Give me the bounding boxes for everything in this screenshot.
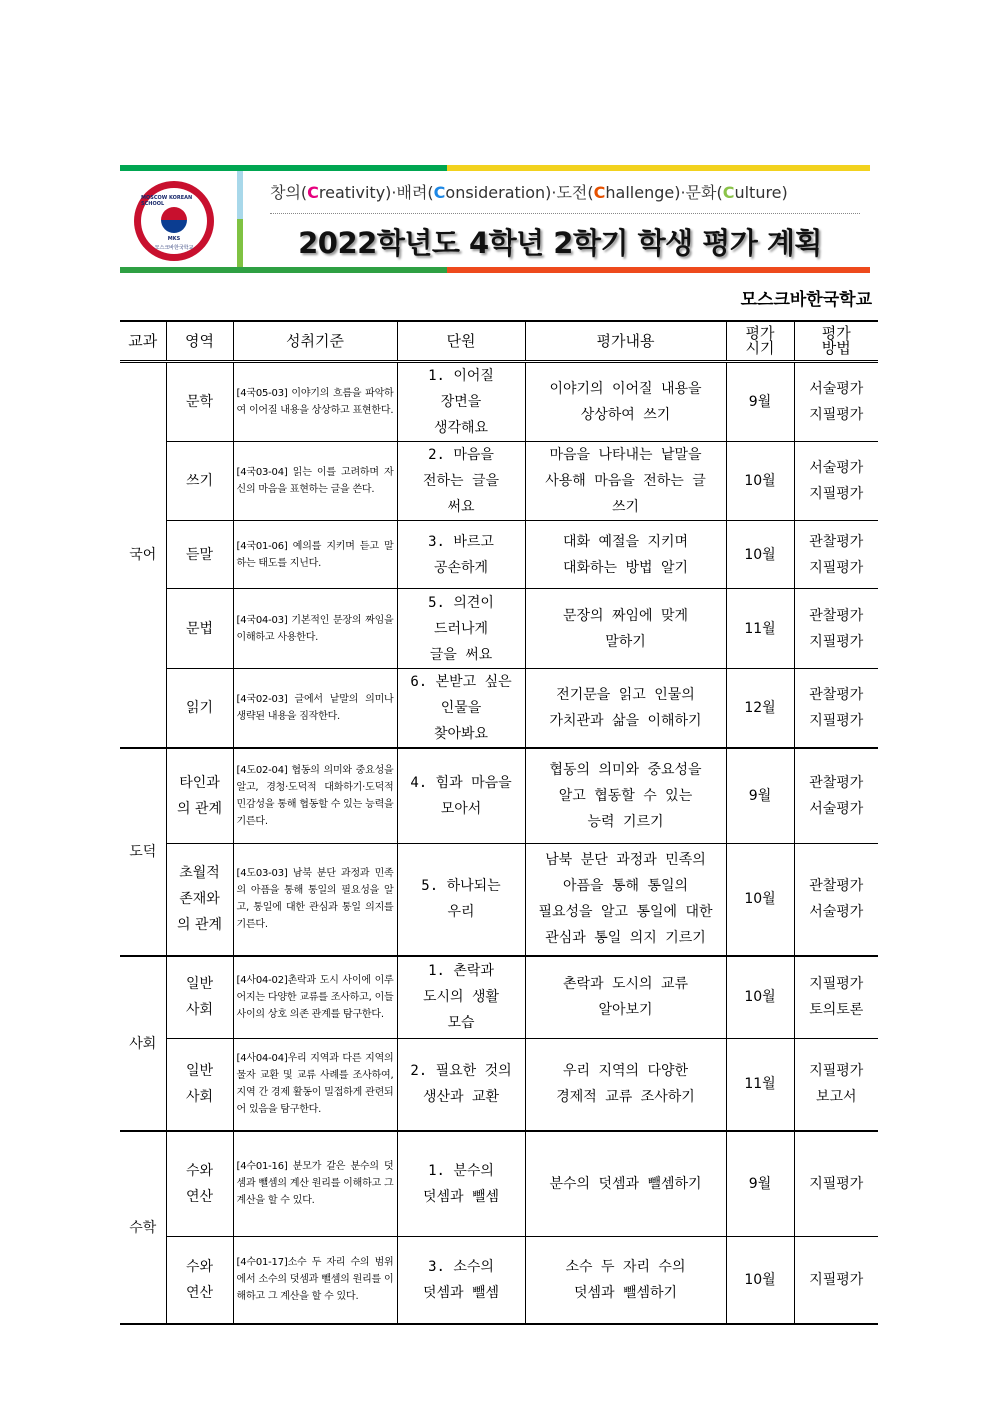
motto-part: ·배려( bbox=[391, 183, 434, 202]
area-cell: 타인과 의 관계 bbox=[166, 748, 233, 843]
time-cell: 9월 bbox=[726, 1131, 794, 1236]
standard-cell: [4사04-04]우리 지역과 다른 지역의 물자 교환 및 교류 사례를 조사하여, 지역 간 경제 활동이 밀접하게 관련되어 있음을 탐구한다. bbox=[233, 1038, 397, 1131]
school-name: 모스크바한국학교 bbox=[740, 290, 872, 310]
motto-part: onsideration) bbox=[445, 183, 552, 202]
table-row bbox=[120, 956, 878, 1038]
method-cell: 관찰평가 지필평가 bbox=[794, 521, 878, 589]
header-subject: 교과 bbox=[120, 321, 166, 362]
method-cell: 지필평가 bbox=[794, 1131, 878, 1236]
motto-part: reativity) bbox=[318, 183, 392, 202]
bottom-color-bar bbox=[120, 267, 870, 273]
method-cell: 서술평가 지필평가 bbox=[794, 442, 878, 521]
time-cell: 9월 bbox=[726, 362, 794, 442]
unit-cell: 5. 의견이 드러나게 글을 써요 bbox=[397, 589, 525, 669]
evaluation-plan-table bbox=[120, 320, 878, 1325]
content-cell: 협동의 의미와 중요성을 알고 협동할 수 있는 능력 기르기 bbox=[525, 748, 726, 843]
content-cell: 이야기의 이어질 내용을 상상하여 쓰기 bbox=[525, 362, 726, 442]
table-row bbox=[120, 589, 878, 669]
header-time: 평가 시기 bbox=[726, 321, 794, 362]
logo-text-mid: MKS bbox=[167, 235, 181, 242]
motto-part: ·문화( bbox=[680, 183, 723, 202]
subject-cell: 국어 bbox=[120, 362, 166, 749]
time-cell: 10월 bbox=[726, 1236, 794, 1324]
content-cell: 남북 분단 과정과 민족의 아픔을 통해 통일의 필요성을 알고 통일에 대한 관심과 통일 의지 기르기 bbox=[525, 843, 726, 956]
content-cell: 우리 지역의 다양한 경제적 교류 조사하기 bbox=[525, 1038, 726, 1131]
content-cell: 문장의 짜임에 맞게 말하기 bbox=[525, 589, 726, 669]
unit-cell: 4. 힘과 마음을 모아서 bbox=[397, 748, 525, 843]
area-cell: 문법 bbox=[166, 589, 233, 669]
time-cell: 10월 bbox=[726, 956, 794, 1038]
header-unit: 단원 bbox=[397, 321, 525, 362]
method-cell: 관찰평가 지필평가 bbox=[794, 669, 878, 749]
method-cell: 관찰평가 지필평가 bbox=[794, 589, 878, 669]
method-cell: 지필평가 보고서 bbox=[794, 1038, 878, 1131]
time-cell: 11월 bbox=[726, 1038, 794, 1131]
area-cell: 문학 bbox=[166, 362, 233, 442]
unit-cell: 1. 분수의 덧셈과 뺄셈 bbox=[397, 1131, 525, 1236]
header-banner bbox=[120, 165, 870, 275]
header-content: 평가내용 bbox=[525, 321, 726, 362]
table-row bbox=[120, 521, 878, 589]
table-row bbox=[120, 1038, 878, 1131]
school-motto bbox=[270, 180, 860, 208]
table-row bbox=[120, 1131, 878, 1236]
motto-letter: C bbox=[307, 183, 319, 202]
unit-cell: 6. 본받고 싶은 인물을 찾아봐요 bbox=[397, 669, 525, 749]
area-cell: 수와 연산 bbox=[166, 1131, 233, 1236]
motto-letter: C bbox=[722, 183, 735, 202]
school-logo-icon bbox=[134, 181, 214, 261]
page-title: 2022학년도 4학년 2학기 학생 평가 계획 bbox=[298, 226, 822, 260]
method-cell: 지필평가 bbox=[794, 1236, 878, 1324]
area-cell: 쓰기 bbox=[166, 442, 233, 521]
content-cell: 촌락과 도시의 교류 알아보기 bbox=[525, 956, 726, 1038]
table-row bbox=[120, 1236, 878, 1324]
content-cell: 분수의 덧셈과 뺄셈하기 bbox=[525, 1131, 726, 1236]
motto-letter: C bbox=[433, 183, 446, 202]
unit-cell: 5. 하나되는 우리 bbox=[397, 843, 525, 956]
motto-part: ulture) bbox=[734, 183, 788, 202]
table-header-row bbox=[120, 321, 878, 362]
area-cell: 듣말 bbox=[166, 521, 233, 589]
time-cell: 10월 bbox=[726, 442, 794, 521]
standard-cell: [4수01-16] 분모가 같은 분수의 덧셈과 뺄셈의 계산 원리를 이해하고 그 계산을 할 수 있다. bbox=[233, 1131, 397, 1236]
header-area: 영역 bbox=[166, 321, 233, 362]
method-cell: 관찰평가 서술평가 bbox=[794, 843, 878, 956]
area-cell: 일반 사회 bbox=[166, 956, 233, 1038]
unit-cell: 2. 필요한 것의 생산과 교환 bbox=[397, 1038, 525, 1131]
time-cell: 10월 bbox=[726, 521, 794, 589]
motto-part: 창의( bbox=[270, 183, 308, 202]
motto-part: hallenge) bbox=[605, 183, 681, 202]
motto-letter: C bbox=[593, 183, 606, 202]
standard-cell: [4국01-06] 예의를 지키며 듣고 말하는 태도를 지닌다. bbox=[233, 521, 397, 589]
time-cell: 12월 bbox=[726, 669, 794, 749]
time-cell: 10월 bbox=[726, 843, 794, 956]
table-row bbox=[120, 442, 878, 521]
standard-cell: [4국02-03] 글에서 낱말의 의미나 생략된 내용을 짐작한다. bbox=[233, 669, 397, 749]
unit-cell: 2. 마음을 전하는 글을 써요 bbox=[397, 442, 525, 521]
standard-cell: [4수01-17]소수 두 자리 수의 범위에서 소수의 덧셈과 뺄셈의 원리를 이해하고 그 계산을 할 수 있다. bbox=[233, 1236, 397, 1324]
vertical-divider-accent bbox=[237, 171, 243, 219]
motto-part: ·도전( bbox=[551, 183, 594, 202]
standard-cell: [4국04-03] 기본적인 문장의 짜임을 이해하고 사용한다. bbox=[233, 589, 397, 669]
area-cell: 수와 연산 bbox=[166, 1236, 233, 1324]
standard-cell: [4국03-04] 읽는 이를 고려하며 자신의 마음을 표현하는 글을 쓴다. bbox=[233, 442, 397, 521]
table-row bbox=[120, 843, 878, 956]
logo-text-bottom: 모스크바한국학교 bbox=[154, 244, 194, 251]
content-cell: 마음을 나타내는 낱말을 사용해 마음을 전하는 글 쓰기 bbox=[525, 442, 726, 521]
dotted-divider bbox=[270, 213, 860, 214]
content-cell: 소수 두 자리 수의 덧셈과 뺄셈하기 bbox=[525, 1236, 726, 1324]
area-cell: 읽기 bbox=[166, 669, 233, 749]
subject-cell: 사회 bbox=[120, 956, 166, 1131]
standard-cell: [4국05-03] 이야기의 흐름을 파악하여 이어질 내용을 상상하고 표현한다. bbox=[233, 362, 397, 442]
logo-emblem-icon bbox=[161, 207, 187, 233]
table-row bbox=[120, 362, 878, 442]
subject-cell: 도덕 bbox=[120, 748, 166, 956]
unit-cell: 3. 바르고 공손하게 bbox=[397, 521, 525, 589]
unit-cell: 3. 소수의 덧셈과 뺄셈 bbox=[397, 1236, 525, 1324]
header-standard: 성취기준 bbox=[233, 321, 397, 362]
content-cell: 대화 예절을 지키며 대화하는 방법 알기 bbox=[525, 521, 726, 589]
method-cell: 지필평가 토의토론 bbox=[794, 956, 878, 1038]
method-cell: 서술평가 지필평가 bbox=[794, 362, 878, 442]
top-color-bar bbox=[120, 165, 870, 171]
content-cell: 전기문을 읽고 인물의 가치관과 삶을 이해하기 bbox=[525, 669, 726, 749]
time-cell: 9월 bbox=[726, 748, 794, 843]
area-cell: 일반 사회 bbox=[166, 1038, 233, 1131]
standard-cell: [4사04-02]촌락과 도시 사이에 이루어지는 다양한 교류를 조사하고, 이들 사이의 상호 의존 관계를 탐구한다. bbox=[233, 956, 397, 1038]
time-cell: 11월 bbox=[726, 589, 794, 669]
standard-cell: [4도03-03] 남북 분단 과정과 민족의 아픔을 통해 통일의 필요성을 알고, 통일에 대한 관심과 통일 의지를 기른다. bbox=[233, 843, 397, 956]
method-cell: 관찰평가 서술평가 bbox=[794, 748, 878, 843]
unit-cell: 1. 촌락과 도시의 생활 모습 bbox=[397, 956, 525, 1038]
subject-cell: 수학 bbox=[120, 1131, 166, 1324]
header-method: 평가 방법 bbox=[794, 321, 878, 362]
area-cell: 초월적 존재와 의 관계 bbox=[166, 843, 233, 956]
logo-text-top: MOSCOW KOREAN SCHOOL bbox=[141, 194, 193, 207]
unit-cell: 1. 이어질 장면을 생각해요 bbox=[397, 362, 525, 442]
table-row bbox=[120, 669, 878, 749]
table-row bbox=[120, 748, 878, 843]
standard-cell: [4도02-04] 협동의 의미와 중요성을 알고, 경청·도덕적 대화하기·도덕적 민감성을 통해 협동할 수 있는 능력을 기른다. bbox=[233, 748, 397, 843]
